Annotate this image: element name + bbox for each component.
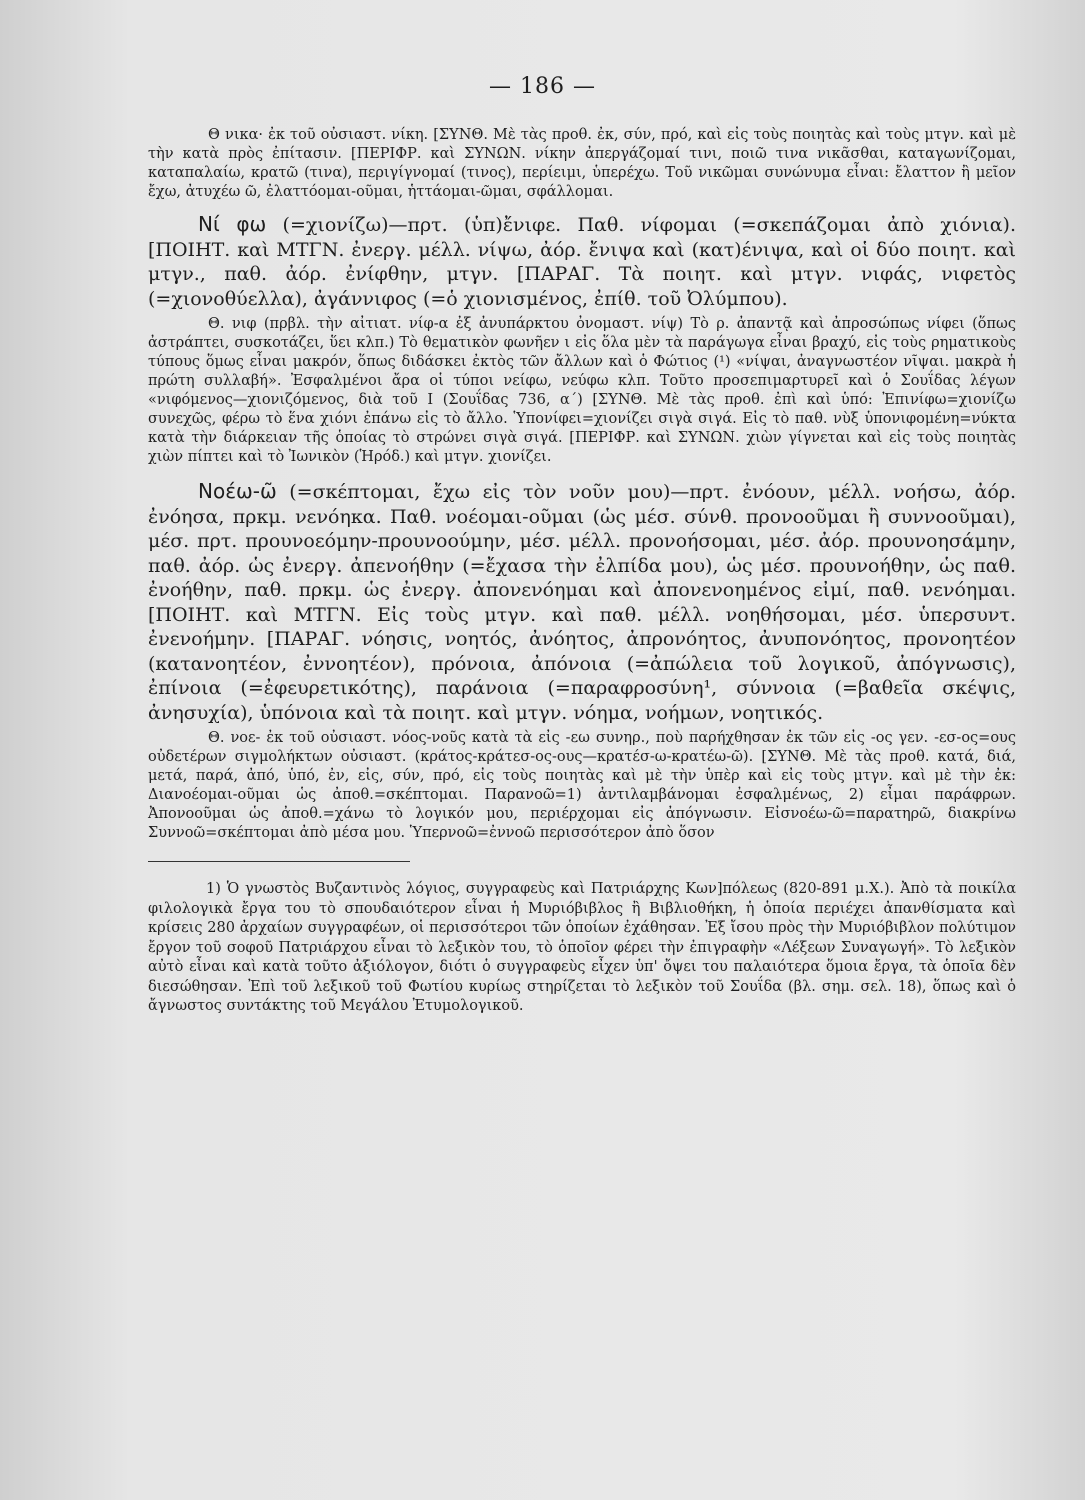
noeo-entry (148, 479, 1016, 725)
noeo-entry-body: (=σκέπτομαι, ἔχω εἰς τὸν νοῦν μου)—πρτ. ἐνόουν, μέλλ. νοήσω, ἀόρ. ἐνόησα, πρκμ. νενόηκα. Παθ. νοέομαι-οῦμαι (ὡς μέσ. σύνθ. προνοοῦμαι ἢ συννοοῦμαι), μέσ. πρτ. προυνοεόμην-προυνοούμην, μέσ. μέλλ. προνοήσομαι, μέσ. ἀόρ. προυνοησάμην, παθ. ἀόρ. ὡς ἐνεργ. ἀπενοήθην (=ἔχασα τὴν ἐλπίδα μου), ὡς μέσ. προυνοήθην, ὡς παθ. ἐνοήθην, παθ. πρκμ. ὡς ἐνεργ. ἀπονενόημαι καὶ ἀπονενοημένος εἰμί, παθ. νενόημαι. [ΠΟΙΗΤ. καὶ ΜΤΓΝ. Εἰς τοὺς μτγν. καὶ παθ. μέλλ. νοηθήσομαι, μέσ. ὑπερσυντ. ἐνενοήμην. [ΠΑΡΑΓ. νόησις, νοητός, ἀνόητος, ἀπρονόητος, ἀνυπονόητος, προνοητέον (κατανοητέον, ἐννοητέον), πρόνοια, ἀπόνοια (=ἀπώλεια τοῦ λογικοῦ, ἀπόγνωσις), ἐπίνοια (=ἐφευρετικότης), παράνοια (=παραφροσύνη¹, σύννοια (=βαθεῖα σκέψις, ἀνησυχία), ὑπόνοια καὶ τὰ ποιητ. καὶ μτγν. νόημα, νοήμων, νοητικός. (148, 481, 1016, 724)
footnote-divider (148, 861, 410, 862)
footnote-1: 1) Ὁ γνωστὸς Βυζαντινὸς λόγιος, συγγραφεὺς καὶ Πατριάρχης Κων]πόλεως (820-891 μ.Χ.). Ἀπὸ τὰ ποικίλα φιλολογικὰ ἔργα του τὸ σπουδαιότερον εἶναι ἡ Μυριόβιβλος ἢ Βιβλιοθήκη, ἡ ὁποία περιέχει ἀπανθίσματα καὶ κρίσεις 280 ἀρχαίων συγγραφέων, οἱ περισσότεροι τῶν ὁποίων ἐχάθησαν. Ἐξ ἴσου πρὸς τὴν Μυριόβιβλον πολύτιμον ἔργον τοῦ σοφοῦ Πατριάρχου εἶναι τὸ λεξικὸν του, τὸ ὁποῖον φέρει τὴν ἐπιγραφὴν «Λέξεων Συναγωγή». Τὸ λεξικὸν αὐτὸ εἶναι καὶ κατὰ τοῦτο ἀξιόλογον, διότι ὁ συγγραφεὺς εἶχεν ὑπ' ὄψει του παλαιότερα ὅμοια ἔργα, τὰ ὁποῖα δὲν διεσώθησαν. Ἐπὶ τοῦ λεξικοῦ τοῦ Φωτίου κυρίως στηρίζεται τὸ λεξικὸν τοῦ Σουΐδα (βλ. σημ. σελ. 18), ὅπως καὶ ὁ ἄγνωστος συντάκτης τοῦ Μεγάλου Ἐτυμολογικοῦ. (148, 881, 1016, 1014)
page-content (148, 126, 1016, 1017)
nipho-headword: Νί φω (198, 212, 267, 236)
nika-theme-paragraph: Θ νικα· ἐκ τοῦ οὐσιαστ. νίκη. [ΣΥΝΘ. Μὲ τὰς προθ. ἐκ, σύν, πρό, καὶ εἰς τοὺς ποιητὰς καὶ τοὺς μτγν. καὶ μὲ τὴν κατὰ πρὸς ἐπίτασιν. [ΠΕΡΙΦΡ. καὶ ΣΥΝΩΝ. νίκην ἀπεργάζομαί τινι, ποιῶ τινα νικᾶσθαι, καταγωνίζομαι, καταπαλαίω, κρατῶ (τινα), περιγίγνομαί (τινος), περίειμι, ὑπερέχω. Τοῦ νικῶμαι συνώνυμα εἶναι: ἔλαττον ἢ μεῖον ἔχω, ἀτυχέω ῶ, ἐλαττόομαι-οῦμαι, ἡττάομαι-ῶμαι, σφάλλομαι. (148, 127, 1016, 200)
nipho-entry-body: (=χιονίζω)—πρτ. (ὑπ)ἔνιφε. Παθ. νίφομαι (=σκεπάζομαι ἀπὸ χιόνια). [ΠΟΙΗΤ. καὶ ΜΤΓΝ. ἐνεργ. μέλλ. νίψω, ἀόρ. ἔνιψα καὶ (κατ)ένιψα, καὶ οἱ δύο ποιητ. καὶ μτγν., παθ. ἀόρ. ἐνίφθην, μτγν. [ΠΑΡΑΓ. Τὰ ποιητ. καὶ μτγν. νιφάς, νιφετὸς (=χιονοθύελλα), ἀγάννιφος (=ὁ χιονισμένος, ἐπίθ. τοῦ Ὀλύμπου). (148, 214, 1016, 310)
nipho-entry (148, 212, 1016, 311)
page-number: — 186 — (489, 74, 596, 99)
noeo-headword: Νοέω-ῶ (198, 479, 277, 503)
noeo-theme-paragraph: Θ. νοε- ἐκ τοῦ οὐσιαστ. νόος-νοῦς κατὰ τὰ εἰς -εω συνηρ., ποὺ παρήχθησαν ἐκ τῶν εἰς -ος γεν. -εσ-ος=ους οὐδετέρων σιγμολήκτων οὐσιαστ. (κράτος-κράτεσ-ος-ους—κρατέσ-ω-κρατέω-ῶ). [ΣΥΝΘ. Μὲ τὰς προθ. κατά, διά, μετά, παρά, ἀπό, ὑπό, ἐν, εἰς, σύν, πρό, εἰς τοὺς ποιητὰς καὶ μὲ τὴν ὑπὲρ καὶ εἰς τοὺς μτγν. καὶ μὲ τὴν ἐκ: Διανοέομαι-οῦμαι ὡς ἀποθ.=σκέπτομαι. Παρανοῶ=1) ἀντιλαμβάνομαι ἐσφαλμένως, 2) εἶμαι παράφρων. Ἀπονοοῦμαι ὡς ἀποθ.=χάνω τὸ λογικόν μου, περιέρχομαι εἰς ἀπόγνωσιν. Εἰσνοέω-ῶ=παρατηρῶ, διακρίνω Συννοῶ=σκέπτομαι ἀπὸ μέσα μου. Ὑπερνοῶ=ἐννοῶ περισσότερον ἀπὸ ὅσον (148, 730, 1016, 841)
nipho-theme-paragraph: Θ. νιφ (πρβλ. τὴν αἰτιατ. νίφ-α ἐξ ἀνυπάρκτου ὀνομαστ. νίψ) Τὸ ρ. ἀπαντᾷ καὶ ἀπροσώπως νίφει (ὅπως ἀστράπτει, συσκοτάζει, ὕει κλπ.) Τὸ θεματικὸν φωνῆεν ι εἰς ὅλα μὲν τὰ παράγωγα εἶναι βραχύ, εἰς τοὺς ρηματικοὺς τύπους ὅμως εἶναι μακρόν, ὅπως διδάσκει ἐκτὸς τῶν ἄλλων καὶ ὁ Φώτιος (¹) «νίψαι, ἀναγνωστέον νῖψαι. μακρὰ ἡ πρώτη συλλαβή». Ἐσφαλμένοι ἄρα οἱ τύποι νείφω, νεύφω κλπ. Τοῦτο προσεπιμαρτυρεῖ καὶ ὁ Σουΐδας λέγων «νιφόμενος—χιονιζόμενος, διὰ τοῦ Ι (Σουΐδας 736, α΄) [ΣΥΝΘ. Μὲ τὰς προθ. ἐπὶ καὶ ὑπό: Ἐπινίφω=χιονίζω συνεχῶς, φέρω τὸ ἕνα χιόνι ἐπάνω εἰς τὸ ἄλλο. Ὑπονίφει=χιονίζει σιγὰ σιγά. Εἰς τὸ παθ. νὺξ ὑπονιφομένη=νύκτα κατὰ τὴν διάρκειαν τῆς ὁποίας τὸ στρώνει σιγὰ σιγά. [ΠΕΡΙΦΡ. καὶ ΣΥΝΩΝ. χιὼν γίγνεται καὶ εἰς τοὺς ποιητὰς χιὼν πίπτει καὶ τὸ Ἰωνικὸν (Ἡρόδ.) καὶ μτγν. χιονίζει. (148, 316, 1016, 465)
